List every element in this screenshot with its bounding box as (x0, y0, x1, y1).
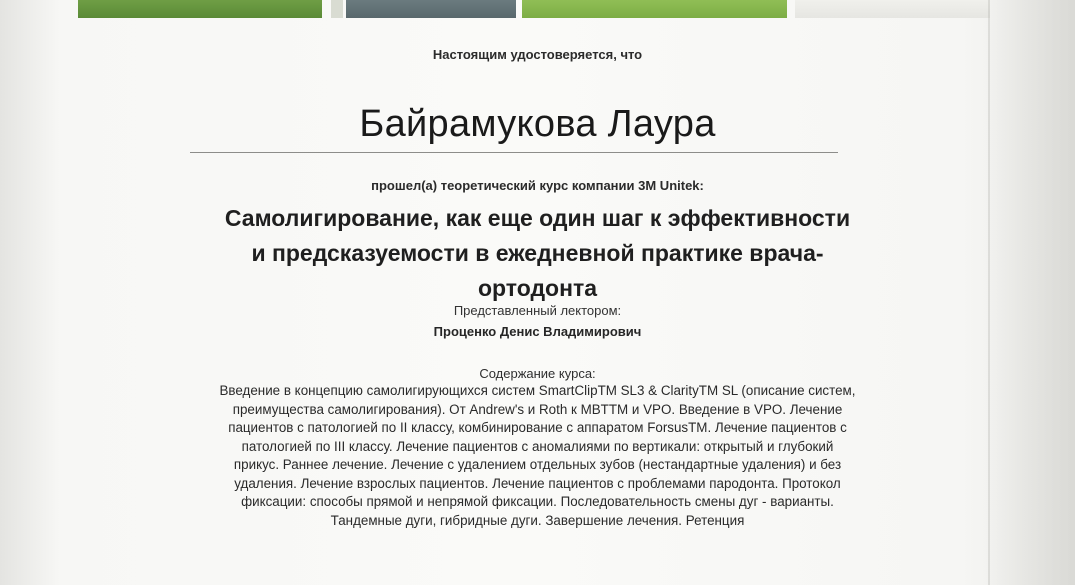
course-contents-line: прикус. Раннее лечение. Лечение с удалением отдельных зубов (нестандартные удаления) и без (233, 457, 842, 472)
course-completed-text: прошел(а) теоретический курс компании 3M Unitek: (371, 178, 704, 193)
course-contents-line: патологией по III классу. Лечение пациентов с аномалиями по вертикали: открытый и глубокий (241, 438, 834, 454)
course-contents (0, 382, 1075, 530)
course-contents-line: преимущества самолигирования). От Andrew's и Roth к MBTTM и VPO. Введение в VPO. Лечение (232, 401, 843, 417)
course-title-line: ортодонта (477, 275, 598, 301)
lecturer-label: Представленный лектором: (453, 303, 622, 318)
course-contents-line: Введение в концепцию самолигирующихся систем SmartClipTM SL3 & ClarityTM SL (описание систем, (219, 383, 856, 398)
banner-block-light-green (522, 0, 787, 18)
recipient-name: Байрамукова Лаура (359, 103, 716, 145)
certification-intro: Настоящим удостоверяется, что (432, 47, 643, 62)
course-contents-line: Тандемные дуги, гибридные дуги. Завершение лечения. Ретенция (330, 512, 745, 528)
banner-block-dark-green (78, 0, 322, 18)
course-contents-label: Содержание курса: (479, 366, 596, 381)
lecturer-name: Проценко Денис Владимирович (433, 324, 642, 339)
course-title-line: Самолигирование, как еще один шаг к эффективности (224, 205, 851, 231)
course-contents-line: удаления. Лечение взрослых пациентов. Лечение пациентов с проблемами пародонта. Протокол (234, 475, 841, 491)
course-contents-line: фиксации: способы прямой и непрямой фиксации. Последовательность смены дуг - варианты. (241, 494, 834, 509)
banner-block-white (795, 0, 990, 18)
banner-block-separator (331, 0, 343, 18)
course-title (0, 201, 1075, 306)
course-title-line: и предсказуемости в ежедневной практике врача- (251, 240, 824, 266)
banner-block-gray (346, 0, 516, 18)
top-banner (0, 0, 1075, 20)
course-contents-line: пациентов с патологией по II классу, комбинирование с аппаратом ForsusTM. Лечение пациентов с (228, 420, 847, 435)
name-underline (190, 152, 838, 153)
